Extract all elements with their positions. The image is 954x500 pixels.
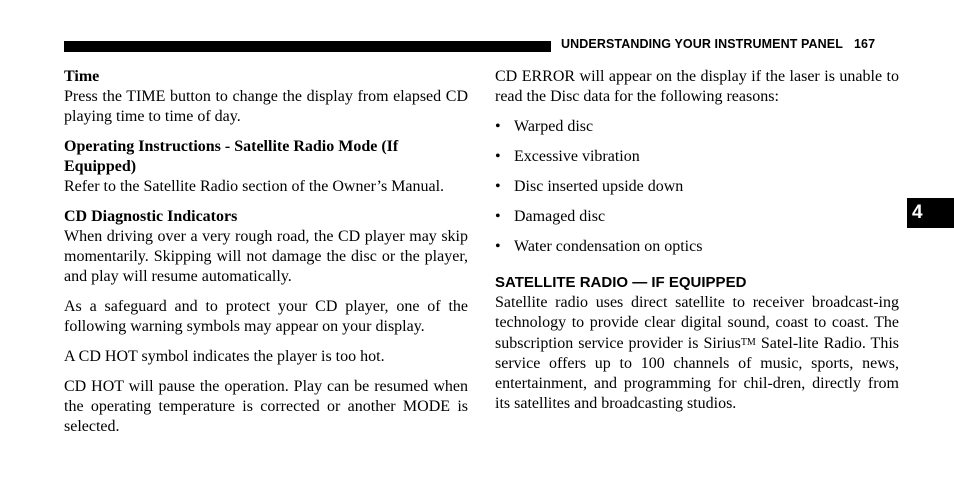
safeguard-paragraph: As a safeguard and to protect your CD player, one of the following warning symbols may appear on your display. (64, 298, 468, 335)
trademark-mark: TM (740, 337, 756, 348)
page-number: 167 (853, 37, 876, 51)
cd-hot-symbol-paragraph: A CD HOT symbol indicates the player is too hot. (64, 348, 385, 365)
list-item: • Water condensation on optics (495, 237, 899, 257)
list-item: • Damaged disc (495, 207, 899, 227)
cd-hot-pause-paragraph: CD HOT will pause the operation. Play can be resumed when the operating temperature is corrected or another MODE is selected. (64, 378, 468, 435)
cd-diagnostic-heading: CD Diagnostic Indicators (64, 208, 238, 225)
satellite-radio-heading: SATELLITE RADIO — IF EQUIPPED (495, 274, 747, 291)
satellite-radio-paragraph (495, 293, 899, 414)
right-column (495, 67, 899, 424)
time-heading: Time (64, 68, 100, 85)
list-item: • Warped disc (495, 117, 899, 137)
sat-body-end: Satel-lite Radio. This service offers up to 100 channels of music, sports, news, entertainment, and programming for chil-dren, directly from its satellites and broadcasting studios. (495, 335, 899, 412)
cd-error-paragraph: CD ERROR will appear on the display if the laser is unable to read the Disc data for the following reasons: (495, 68, 899, 105)
header-rule (64, 41, 551, 52)
section-tab: 4 (907, 198, 954, 228)
sat-ops-paragraph: Refer to the Satellite Radio section of the Owner’s Manual. (64, 178, 445, 195)
time-paragraph: Press the TIME button to change the display from elapsed CD playing time to time of day. (64, 88, 468, 125)
left-column (64, 67, 468, 447)
running-header (561, 37, 875, 51)
header-title: UNDERSTANDING YOUR INSTRUMENT PANEL (561, 37, 843, 51)
sat-ops-heading: Operating Instructions - Satellite Radio Mode (If Equipped) (64, 138, 399, 175)
list-item: • Excessive vibration (495, 147, 899, 167)
sat-body-start: Satellite radio uses direct satellite to receiver broadcast-ing technology to provide clear digital sound, coast to coast. The subscription service provider is Sirius (495, 294, 899, 352)
cd-diagnostic-paragraph: When driving over a very rough road, the CD player may skip momentarily. Skipping will not damage the disc or the player, and play will resume automatically. (64, 228, 468, 285)
cd-error-reasons-list (495, 117, 899, 257)
list-item: • Disc inserted upside down (495, 177, 899, 197)
